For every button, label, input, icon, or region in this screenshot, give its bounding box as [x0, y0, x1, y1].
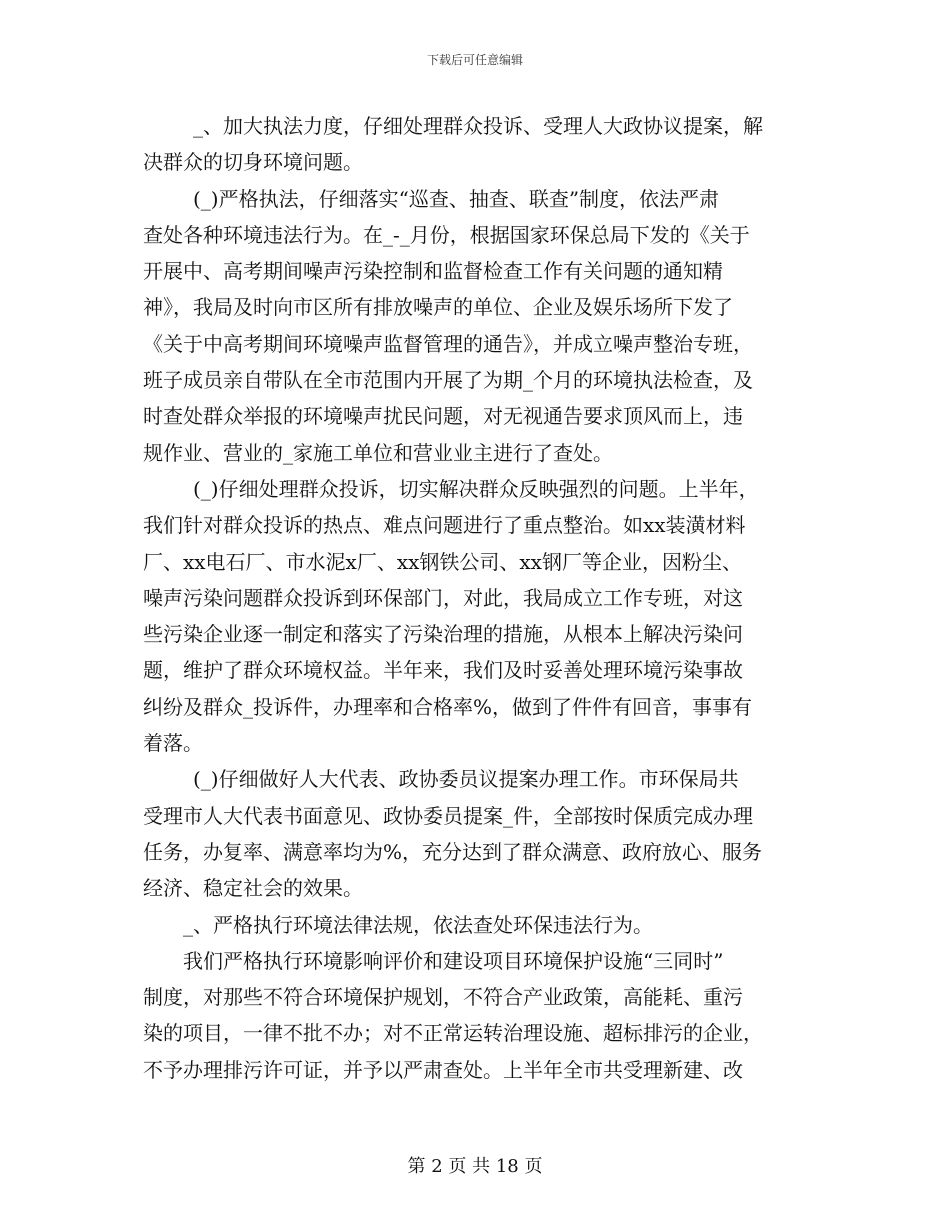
text-line: (_)仔细做好人大代表、政协委员议提案办理工作。市环保局共	[193, 767, 739, 792]
text-line: 题，维护了群众环境权益。半年来，我们及时妥善处理环境污染事故	[143, 658, 743, 683]
text-line: 厂、xx电石厂、市水泥x厂、xx钢铁公司、xx钢厂等企业，因粉尘、	[143, 549, 742, 574]
page-footer: 第 2 页 共 18 页	[407, 1156, 543, 1177]
text-line: 受理市人大代表书面意见、政协委员提案_件，全部按时保质完成办理	[143, 803, 753, 828]
text-line: 查处各种环境违法行为。在_-_月份，根据国家环保总局下发的《关于	[143, 222, 750, 247]
page-header: 下载后可任意编辑	[426, 53, 523, 67]
text-line: 我们严格执行环境影响评价和建设项目环境保护设施“三同时”	[183, 948, 724, 973]
text-line: 时查处群众举报的环境噪声扰民问题，对无视通告要求顶风而上，违	[143, 404, 743, 429]
text-line: _、加大执法力度，仔细处理群众投诉、受理人大政协议提案，解	[193, 114, 763, 138]
text-line: 任务，办复率、满意率均为%，充分达到了群众满意、政府放心、服务	[143, 839, 763, 864]
text-line: (_)严格执法，仔细落实“巡查、抽查、联查”制度，依法严肃	[193, 186, 720, 211]
text-line: 纠纷及群众_投诉件，办理率和合格率%，做到了件件有回音，事事有	[143, 694, 753, 719]
text-line: 神》，我局及时向市区所有排放噪声的单位、企业及娱乐场所下发了	[143, 295, 733, 320]
text-line: 开展中、高考期间噪声污染控制和监督检查工作有关问题的通知精	[143, 259, 723, 284]
text-line: 经济、稳定社会的效果。	[143, 876, 363, 901]
text-line: 噪声污染问题群众投诉到环保部门，对此，我局成立工作专班，对这	[143, 585, 743, 610]
document-body	[143, 108, 833, 1088]
text-line: 《关于中高考期间环境噪声监督管理的通告》，并成立噪声整治专班，	[143, 331, 753, 356]
text-line: 些污染企业逐一制定和落实了污染治理的措施，从根本上解决污染问	[143, 622, 743, 647]
text-line: 规作业、营业的_家施工单位和营业业主进行了查处。	[143, 440, 613, 465]
text-line: 着落。	[143, 731, 203, 756]
text-line: 我们针对群众投诉的热点、难点问题进行了重点整治。如xx装潢材料	[143, 513, 746, 538]
text-line: _、严格执行环境法律法规，依法查处环保违法行为。	[183, 912, 653, 937]
text-line: 班子成员亲自带队在全市范围内开展了为期_个月的环境执法检查，及	[143, 368, 753, 393]
text-line: 染的项目，一律不批不办；对不正常运转治理设施、超标排污的企业，	[143, 1021, 763, 1046]
text-line: 不予办理排污许可证，并予以严肃查处。上半年全市共受理新建、改	[143, 1057, 743, 1082]
text-line: 制度，对那些不符合环境保护规划，不符合产业政策，高能耗、重污	[143, 985, 743, 1010]
text-line: (_)仔细处理群众投诉，切实解决群众反映强烈的问题。上半年，	[193, 476, 759, 501]
text-line: 决群众的切身环境问题。	[143, 150, 363, 175]
